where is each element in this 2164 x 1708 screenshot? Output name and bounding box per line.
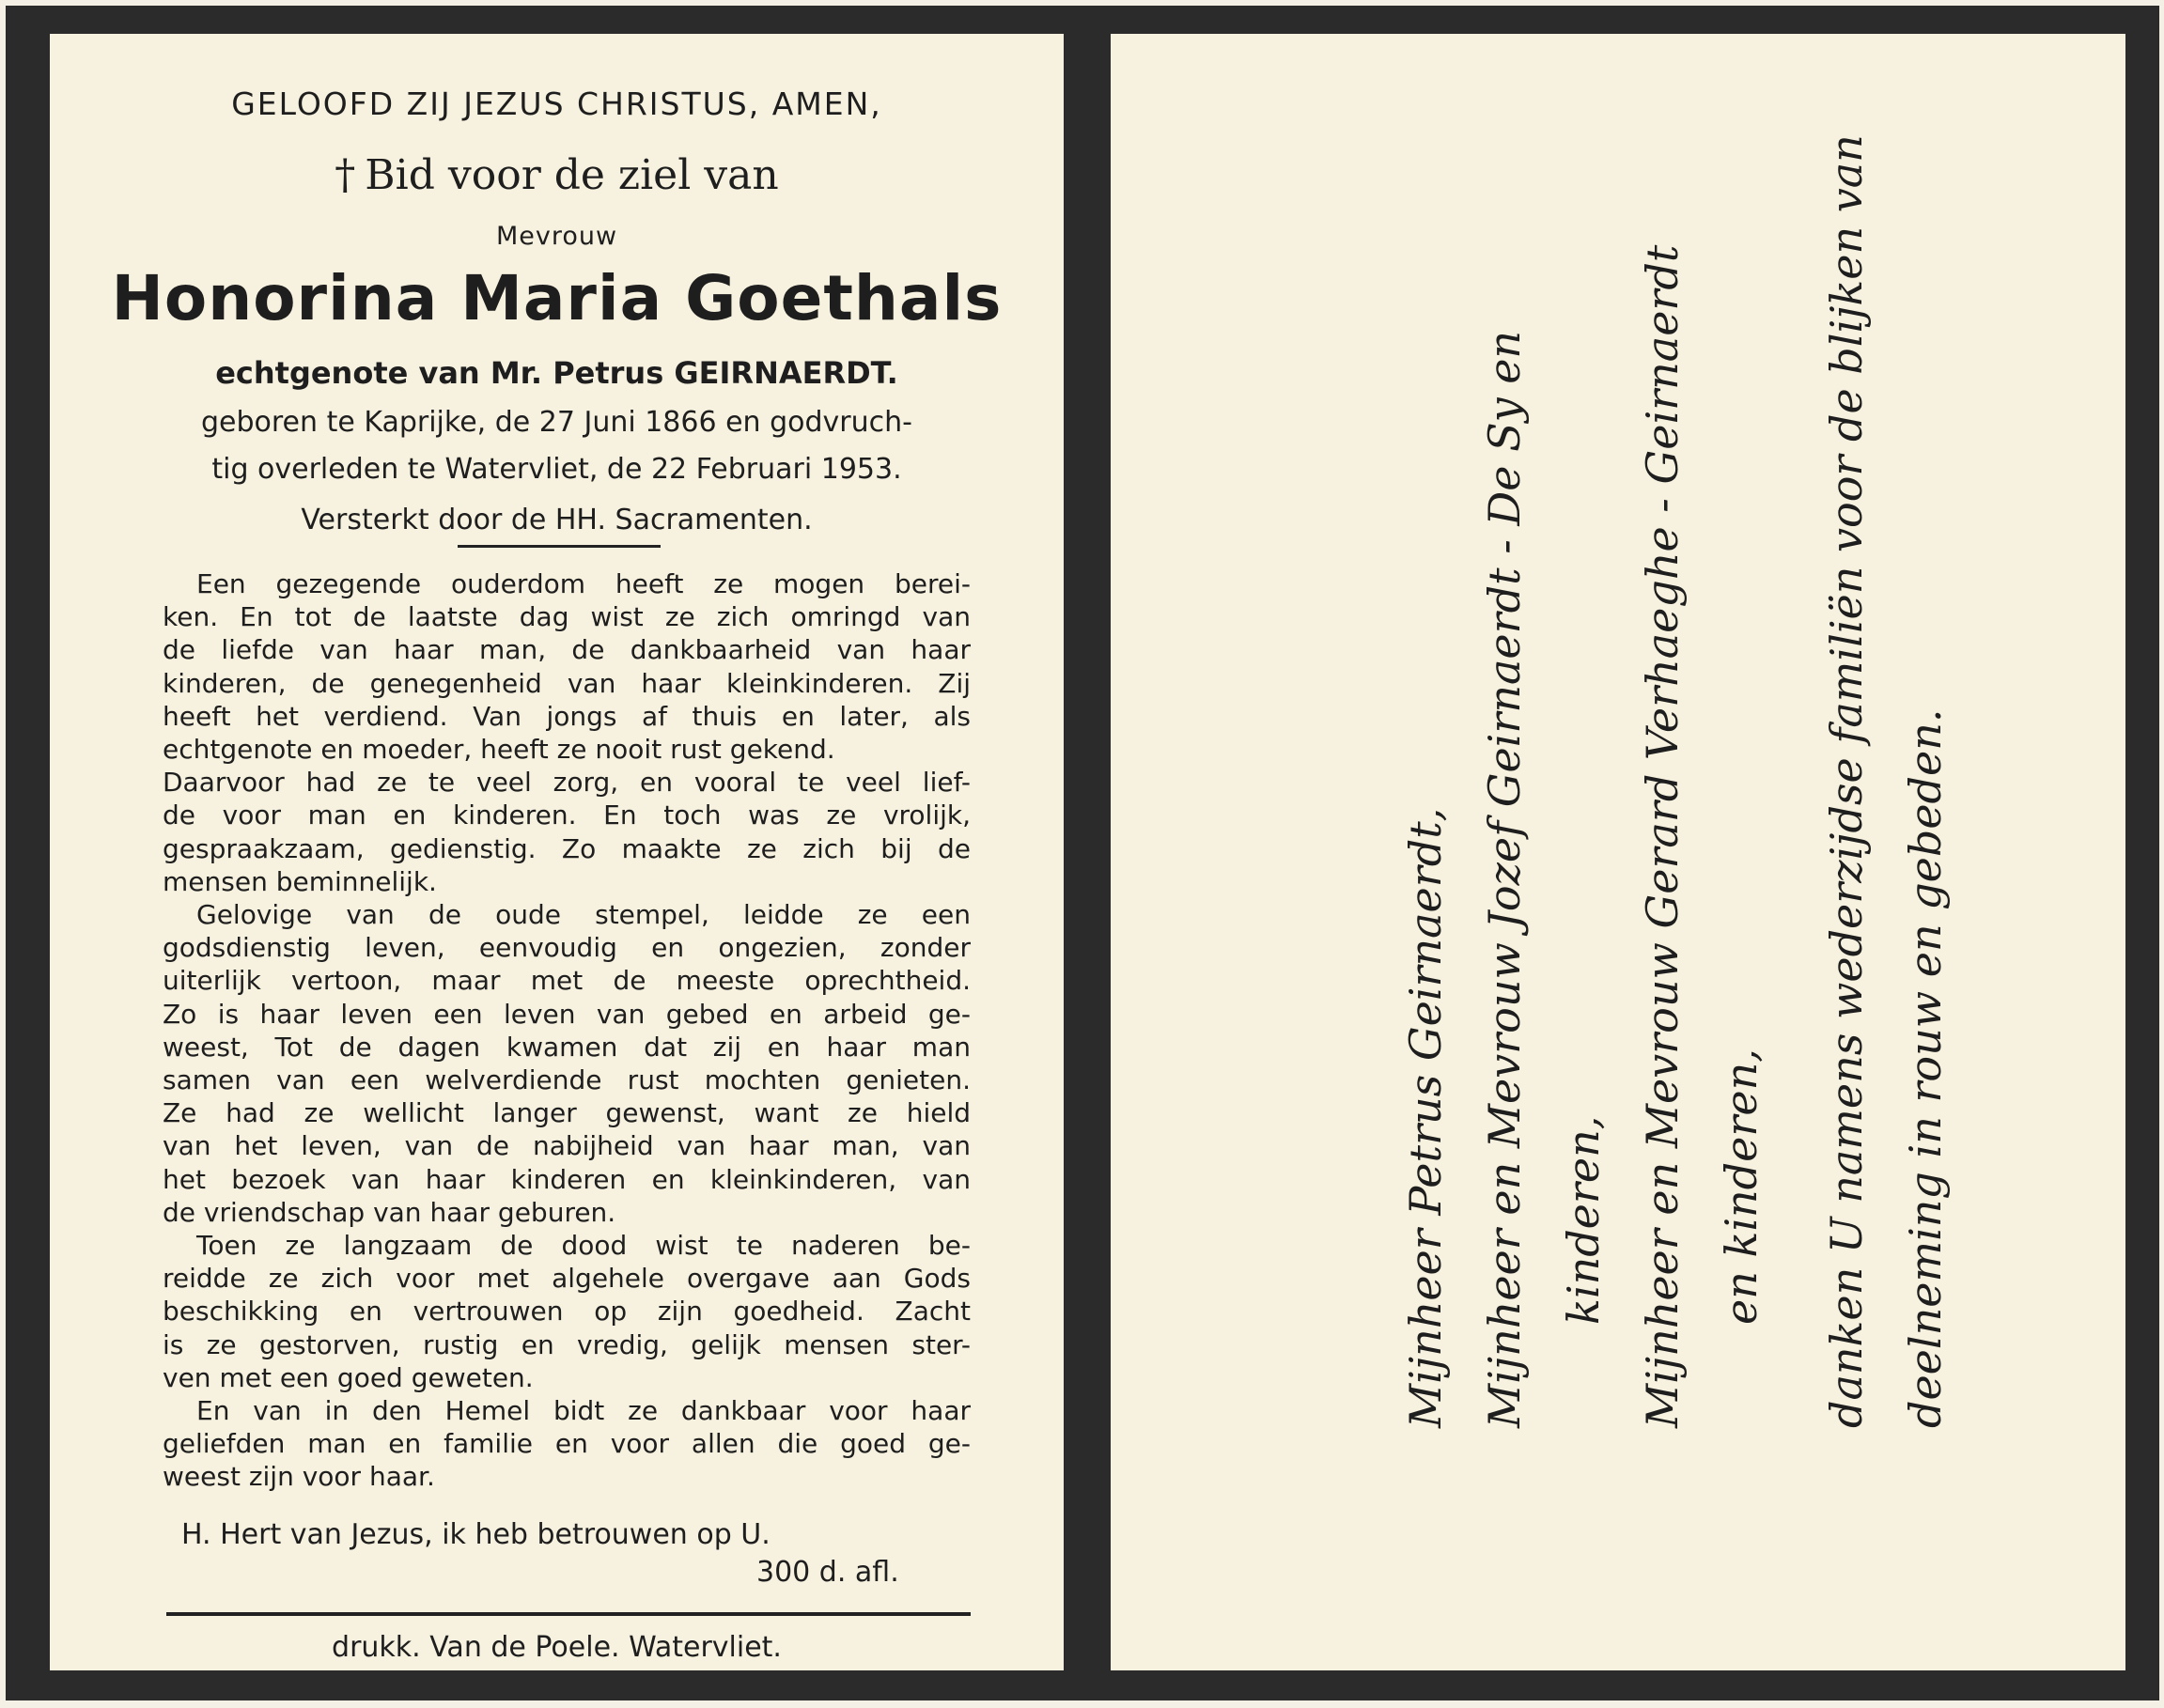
body-line: samen van een welverdiende rust mochten genieten. bbox=[163, 1064, 971, 1096]
cross-icon: † bbox=[335, 151, 356, 199]
body-line: Gelovige van de oude stempel, leidde ze een bbox=[196, 899, 971, 931]
body-line: de liefde van haar man, de dankbaarheid van haar bbox=[163, 634, 971, 666]
prayer-text: Bid voor de ziel van bbox=[365, 151, 779, 199]
body-line: het bezoek van haar kinderen en kleinkinderen, van bbox=[163, 1163, 971, 1195]
spacer bbox=[1781, 188, 1807, 1428]
sacrament-line: Versterkt door de HH. Sacramenten. bbox=[301, 504, 813, 536]
printer-credit: drukk. Van de Poele. Watervliet. bbox=[332, 1631, 782, 1664]
thanks-line: en kinderen, bbox=[1716, 1048, 1767, 1325]
prayer-line bbox=[50, 151, 1064, 199]
indulgence-text: 300 d. afl. bbox=[756, 1556, 899, 1589]
body-line: Zo is haar leven een leven van gebed en arbeid ge- bbox=[163, 998, 971, 1030]
thanks-line: Mijnheer en Mevrouw Gerard Verhaeghe - Geirnaerdt bbox=[1637, 244, 1688, 1428]
thanks-line: Mijnheer Petrus Geirnaerdt, bbox=[1400, 807, 1451, 1428]
body-line: ken. En tot de laatste dag wist ze zich omringd van bbox=[163, 601, 971, 633]
body-line: van het leven, van de nabijheid van haar man, van bbox=[163, 1130, 971, 1162]
spouse-line: echtgenote van Mr. Petrus GEIRNAERDT. bbox=[215, 355, 898, 391]
title-text: Mevrouw bbox=[495, 222, 618, 251]
body-line: echtgenote en moeder, heeft ze nooit rust gekend. bbox=[163, 734, 835, 766]
body-line: de vriendschap van haar geburen. bbox=[163, 1196, 616, 1228]
biography-text bbox=[163, 567, 971, 1494]
thanks-line: danken U namens wederzijdse familiën voor de blijken van bbox=[1821, 134, 1872, 1428]
body-line: Toen ze langzaam de dood wist te naderen be- bbox=[196, 1230, 971, 1262]
body-line: is ze gestorven, rustig en vredig, gelijk mensen ster- bbox=[163, 1328, 971, 1360]
body-line: reidde ze zich voor met algehele overgave aan Gods bbox=[163, 1263, 971, 1295]
thanks-line: kinderen, bbox=[1558, 1115, 1609, 1325]
deceased-name: Honorina Maria Goethals bbox=[111, 262, 1003, 334]
closing-prayer: H. Hert van Jezus, ik heb betrouwen op U. bbox=[181, 1518, 771, 1551]
birth-line: geboren te Kaprijke, de 27 Juni 1866 en godvruch- bbox=[200, 406, 912, 439]
death-line: tig overleden te Watervliet, de 22 Februari 1953. bbox=[211, 453, 902, 486]
header-text: GELOOFD ZIJ JEZUS CHRISTUS, AMEN, bbox=[231, 85, 882, 122]
body-line: weest, Tot de dagen kwamen dat zij en haar man bbox=[163, 1031, 971, 1063]
divider bbox=[458, 545, 661, 548]
body-line: Daarvoor had ze te veel zorg, en vooral te veel lief- bbox=[163, 767, 971, 799]
body-line: ven met een goed geweten. bbox=[163, 1361, 534, 1393]
body-line: mensen beminnelijk. bbox=[163, 865, 437, 897]
body-line: Een gezegende ouderdom heeft ze mogen berei- bbox=[196, 568, 971, 599]
left-panel bbox=[50, 34, 1064, 1670]
body-line: En van in den Hemel bidt ze dankbaar voor haar bbox=[196, 1395, 971, 1427]
body-line: uiterlijk vertoon, maar met de meeste oprechtheid. bbox=[163, 965, 971, 997]
body-line: geliefden man en familie en voor allen die goed ge- bbox=[163, 1428, 971, 1460]
body-line: kinderen, de genegenheid van haar kleinkinderen. Zij bbox=[163, 667, 971, 699]
body-line: de voor man en kinderen. En toch was ze vrolijk, bbox=[163, 800, 971, 831]
body-line: heeft het verdiend. Van jongs af thuis en later, als bbox=[163, 700, 971, 732]
body-line: beschikking en vertrouwen op zijn goedheid. Zacht bbox=[163, 1296, 971, 1328]
thanks-line: Mijnheer en Mevrouw Jozef Geirnaerdt - De Sy en bbox=[1479, 330, 1530, 1428]
divider bbox=[166, 1612, 971, 1616]
thanks-line: deelneming in rouw en gebeden. bbox=[1900, 708, 1951, 1428]
body-line: gespraakzaam, gedienstig. Zo maakte ze zich bij de bbox=[163, 832, 971, 864]
body-line: godsdienstig leven, eenvoudig en ongezien, zonder bbox=[163, 932, 971, 964]
thanks-text bbox=[1386, 134, 1951, 1428]
body-line: weest zijn voor haar. bbox=[163, 1461, 435, 1493]
body-line: Ze had ze wellicht langer gewenst, want ze hield bbox=[163, 1097, 971, 1129]
